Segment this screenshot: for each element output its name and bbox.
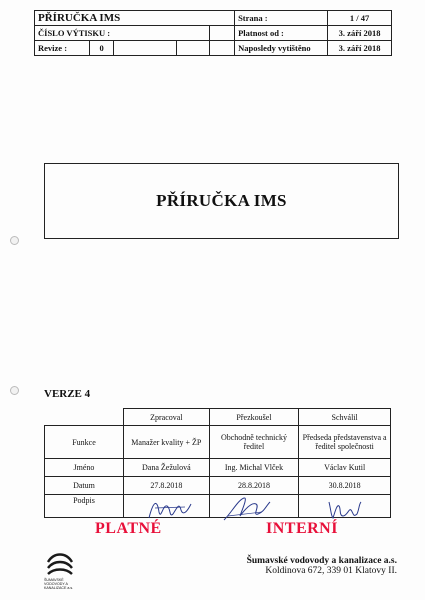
company-address: Koldinova 672, 339 01 Klatovy II. (265, 566, 397, 576)
approval-cell: 30.8.2018 (299, 477, 391, 495)
approval-row-label: Funkce (45, 426, 124, 459)
document-title: PŘÍRUČKA IMS (156, 191, 287, 210)
header-title: PŘÍRUČKA IMS (35, 11, 235, 26)
page-value: 1 / 47 (328, 11, 392, 26)
approval-cell: Předseda představenstva a ředitel společnosti (299, 426, 391, 459)
last-printed-label: Naposledy vytištěno (235, 41, 328, 56)
punch-hole (10, 386, 19, 395)
approval-column-header: Schválil (299, 409, 391, 426)
header-empty-cell (114, 41, 177, 56)
revision-value: 0 (90, 41, 114, 56)
document-header-table (34, 10, 392, 56)
valid-from-value: 3. září 2018 (328, 26, 392, 41)
approval-corner (45, 409, 124, 426)
company-name: Šumavské vodovody a kanalizace a.s. (246, 556, 397, 566)
copy-number-value (209, 26, 235, 41)
approval-column-header: Zpracoval (123, 409, 209, 426)
punch-hole (10, 236, 19, 245)
approval-row-label: Datum (45, 477, 124, 495)
valid-from-label: Platnost od : (235, 26, 328, 41)
signature-prezkousel (222, 494, 272, 524)
approval-cell: Obchodně technický ředitel (209, 426, 299, 459)
approval-cell: Ing. Michal Vlček (209, 459, 299, 477)
approval-column-header: Přezkoušel (209, 409, 299, 426)
header-empty-cell (176, 41, 209, 56)
signature-schvalil (325, 496, 365, 522)
approval-cell: 28.8.2018 (209, 477, 299, 495)
approval-cell: 27.8.2018 (123, 477, 209, 495)
document-title-box (44, 163, 399, 239)
revision-label: Revize : (35, 41, 90, 56)
stamp-valid: PLATNÉ (95, 520, 162, 537)
logo-caption: ŠUMAVSKÉ VODOVODY A KANALIZACE a.s. (44, 578, 74, 590)
approval-row-label: Podpis (45, 495, 124, 518)
header-empty-cell (209, 41, 235, 56)
page-label: Strana : (235, 11, 328, 26)
last-printed-value: 3. září 2018 (328, 41, 392, 56)
approval-cell: Manažer kvality + ŽP (123, 426, 209, 459)
company-info (247, 556, 397, 576)
stamp-internal: INTERNÍ (266, 520, 338, 537)
approval-cell: Václav Kutil (299, 459, 391, 477)
approval-cell: Dana Žežulová (123, 459, 209, 477)
version-heading: VERZE 4 (44, 388, 91, 400)
copy-number-label: ČÍSLO VÝTISKU : (35, 26, 210, 41)
approval-row-label: Jméno (45, 459, 124, 477)
